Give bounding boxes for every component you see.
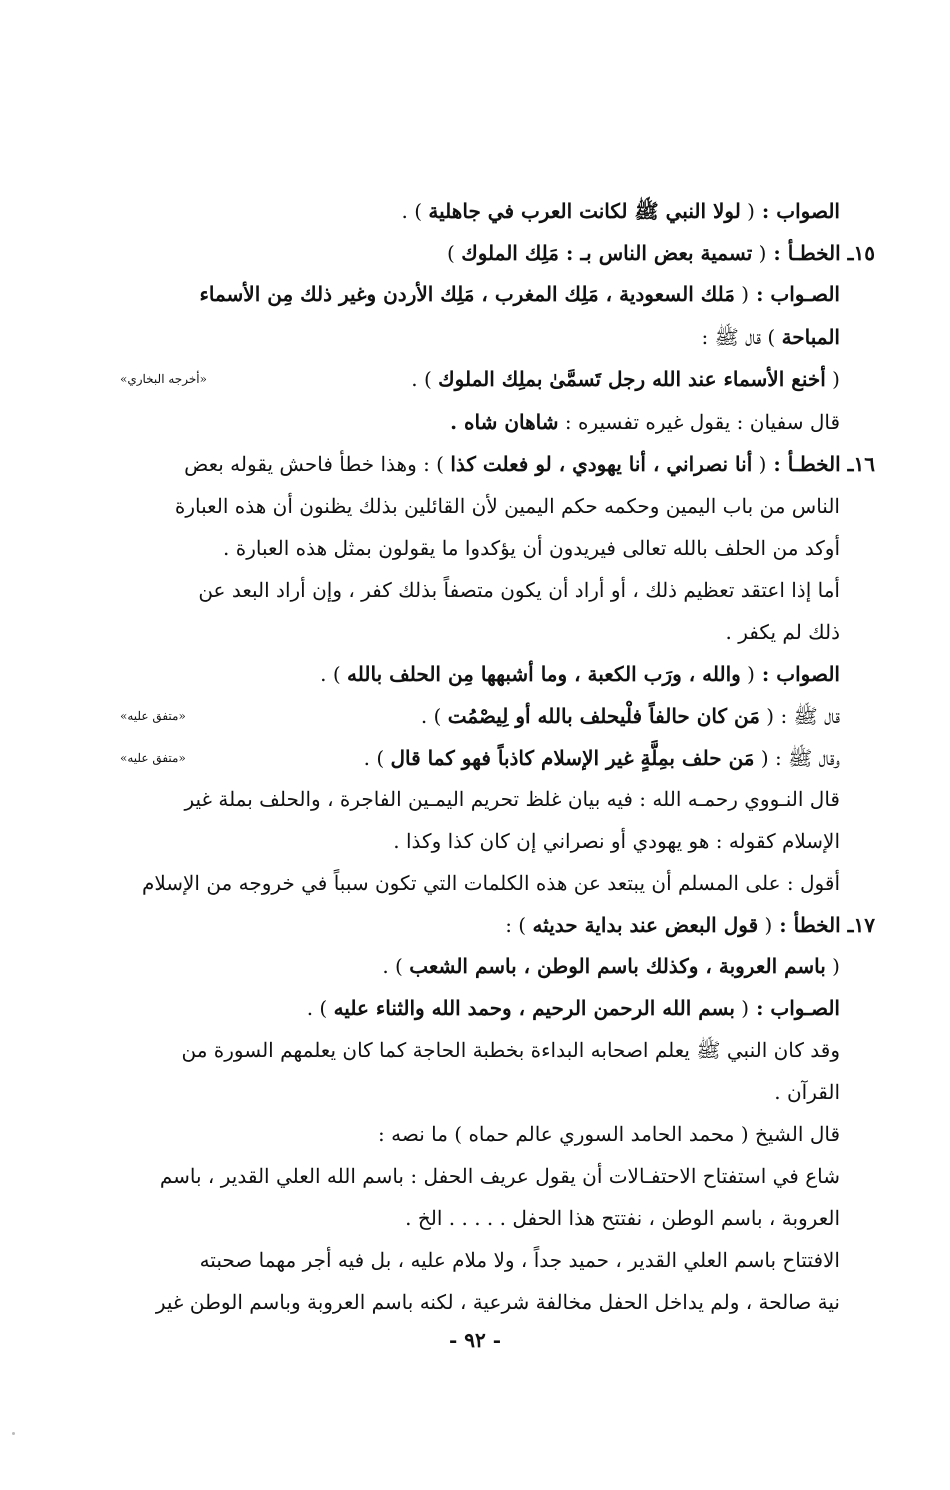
plain-text: الافتتاح باسم العلي القدير ، حميد جداً ، ولا ملام عليه ، بل فيه أجر مهما صحبته	[199, 1248, 840, 1272]
text-line	[447, 235, 875, 271]
page-number: - ٩٢ -	[448, 1328, 501, 1352]
text-line	[702, 319, 841, 355]
plain-text: أوكد من الحلف بالله تعالى فيريدون أن يؤكدوا ما يقولون بمثل هذه العبارة .	[223, 536, 840, 560]
plain-text: (	[734, 282, 750, 306]
text-line	[142, 865, 840, 901]
plain-text: (	[758, 913, 773, 937]
bold-text: الصواب :	[754, 662, 840, 686]
bold-text: ١٥ـ الخطـأ :	[766, 241, 875, 265]
plain-text: وقال ﷺ : (	[754, 746, 840, 770]
bold-text: الصواب :	[754, 199, 840, 223]
plain-text: (	[752, 452, 767, 476]
bold-text: أنا نصراني ، أنا يهودي ، لو فعلت كذا	[450, 452, 753, 476]
text-line	[307, 990, 840, 1026]
plain-text: قال الشيخ ( محمد الحامد السوري عالم حماه ) ما نصه :	[378, 1122, 840, 1146]
plain-text: (	[825, 954, 840, 978]
plain-text: شاع في استفتاح الاحتفـالات أن يقول عريف الحفل : باسم الله العلي القدير ، باسم	[159, 1164, 840, 1188]
bold-text: لولا النبي ﷺ لكانت العرب في جاهلية	[428, 199, 741, 223]
bold-text: ١٧ـ الخطأ :	[772, 913, 875, 937]
text-line	[223, 530, 840, 566]
bold-text: الصـواب :	[749, 996, 840, 1020]
text-line	[405, 1200, 840, 1236]
plain-text: قال النـووي رحمـه الله : فيه بيان غلظ تحريم اليمـين الفاجرة ، والحلف بملة غير	[184, 787, 840, 811]
plain-text: قال سفيان : يقول غيره تفسيره :	[558, 410, 840, 434]
text-line	[505, 907, 875, 943]
text-line	[160, 1158, 840, 1194]
text-line	[378, 1116, 840, 1152]
bold-text: الصـواب :	[749, 282, 840, 306]
bold-text: قول البعض عند بداية حديثه	[532, 913, 759, 937]
bold-text: ١٦ـ الخطـأ :	[766, 452, 875, 476]
plain-text: الناس من باب اليمين وحكمه حكم اليمين لأن القائلين بذلك يظنون أن هذه العبارة	[174, 494, 840, 518]
plain-text: ) : وهذا خطأ فاحش يقوله بعض	[184, 452, 451, 476]
text-line	[199, 276, 840, 312]
plain-text: ) قال ﷺ :	[701, 325, 782, 349]
plain-text: )	[447, 241, 462, 265]
text-line	[156, 1284, 840, 1320]
plain-text: وقد كان النبي ﷺ يعلم اصحابه البداءة بخطبة الحاجة كما كان يعلمهم السورة من	[181, 1038, 840, 1062]
text-line	[382, 948, 840, 984]
source-note: «متفق عليه»	[120, 751, 186, 765]
text-line	[175, 488, 840, 524]
text-line	[774, 1074, 840, 1110]
plain-text: ) .	[363, 746, 391, 770]
text-line	[181, 1032, 840, 1068]
plain-text: (	[734, 996, 750, 1020]
plain-text: (	[740, 662, 755, 686]
plain-text: (	[752, 241, 767, 265]
bold-text: شاهان شاه .	[450, 410, 559, 434]
text-line	[393, 823, 840, 859]
plain-text: أما إذا اعتقد تعظيم ذلك ، أو أراد أن يكون متصفاً بذلك كفر ، وإن أراد البعد عن	[198, 578, 840, 602]
text-line	[198, 572, 840, 608]
text-line	[364, 740, 840, 776]
text-line	[450, 404, 840, 440]
plain-text: القرآن .	[774, 1080, 840, 1104]
bold-text: تسمية بعض الناس بـ : مَلِك الملوك	[461, 241, 753, 265]
plain-text: ) .	[420, 704, 448, 728]
plain-text: (	[825, 367, 840, 391]
plain-text: ) .	[411, 367, 439, 391]
source-note: «أخرجه البخاري»	[120, 372, 207, 386]
bold-text: مَن حلف بمِلَّةٍ غير الإسلام كاذباً فهو كما قال	[390, 746, 755, 770]
plain-text: ذلك لم يكفر .	[725, 620, 840, 644]
text-line	[184, 781, 840, 817]
plain-text: العروبة ، باسم الوطن ، نفتتح هذا الحفل . . . . . الخ .	[405, 1206, 840, 1230]
plain-text: ) .	[401, 199, 429, 223]
plain-text: نية صالحة ، ولم يداخل الحفل مخالفة شرعية ، لكنه باسم العروبة وباسم الوطن غير	[155, 1290, 840, 1314]
plain-text: الإسلام كقوله : هو يهودي أو نصراني إن كان كذا وكذا .	[393, 829, 840, 853]
text-line	[411, 361, 840, 397]
bold-text: أخنع الأسماء عند الله رجل تَسمَّىٰ بملِك الملوك	[438, 367, 826, 391]
plain-text: قال ﷺ : (	[759, 704, 840, 728]
source-note: «متفق عليه»	[120, 709, 186, 723]
bold-text: مَن كان حالفاً فلْيحلف بالله أو لِيصْمُت	[447, 704, 760, 728]
bold-text: باسم العروبة ، وكذلك باسم الوطن ، باسم الشعب	[409, 954, 826, 978]
text-line	[184, 446, 875, 482]
plain-text: أقول : على المسلم أن يبتعد عن هذه الكلمات التي تكون سبباً في خروجه من الإسلام	[141, 871, 840, 895]
bold-text: بسم الله الرحمن الرحيم ، وحمد الله والثناء عليه	[333, 996, 735, 1020]
text-line	[421, 698, 840, 734]
text-line	[320, 656, 840, 692]
scan-dot	[12, 1432, 15, 1435]
plain-text: ) .	[382, 954, 410, 978]
bold-text: والله ، ورَب الكعبة ، وما أشبهها مِن الحلف بالله	[347, 662, 741, 686]
plain-text: ) .	[306, 996, 334, 1020]
bold-text: مَلك السعودية ، مَلِك المغرب ، مَلِك الأردن وغير ذلك مِن الأسماء	[199, 282, 735, 306]
plain-text: (	[740, 199, 755, 223]
plain-text: ) :	[505, 913, 533, 937]
plain-text: ) .	[320, 662, 348, 686]
text-line	[726, 614, 840, 650]
bold-text: المباحة	[781, 325, 840, 349]
text-line	[402, 193, 840, 229]
text-line	[200, 1242, 840, 1278]
